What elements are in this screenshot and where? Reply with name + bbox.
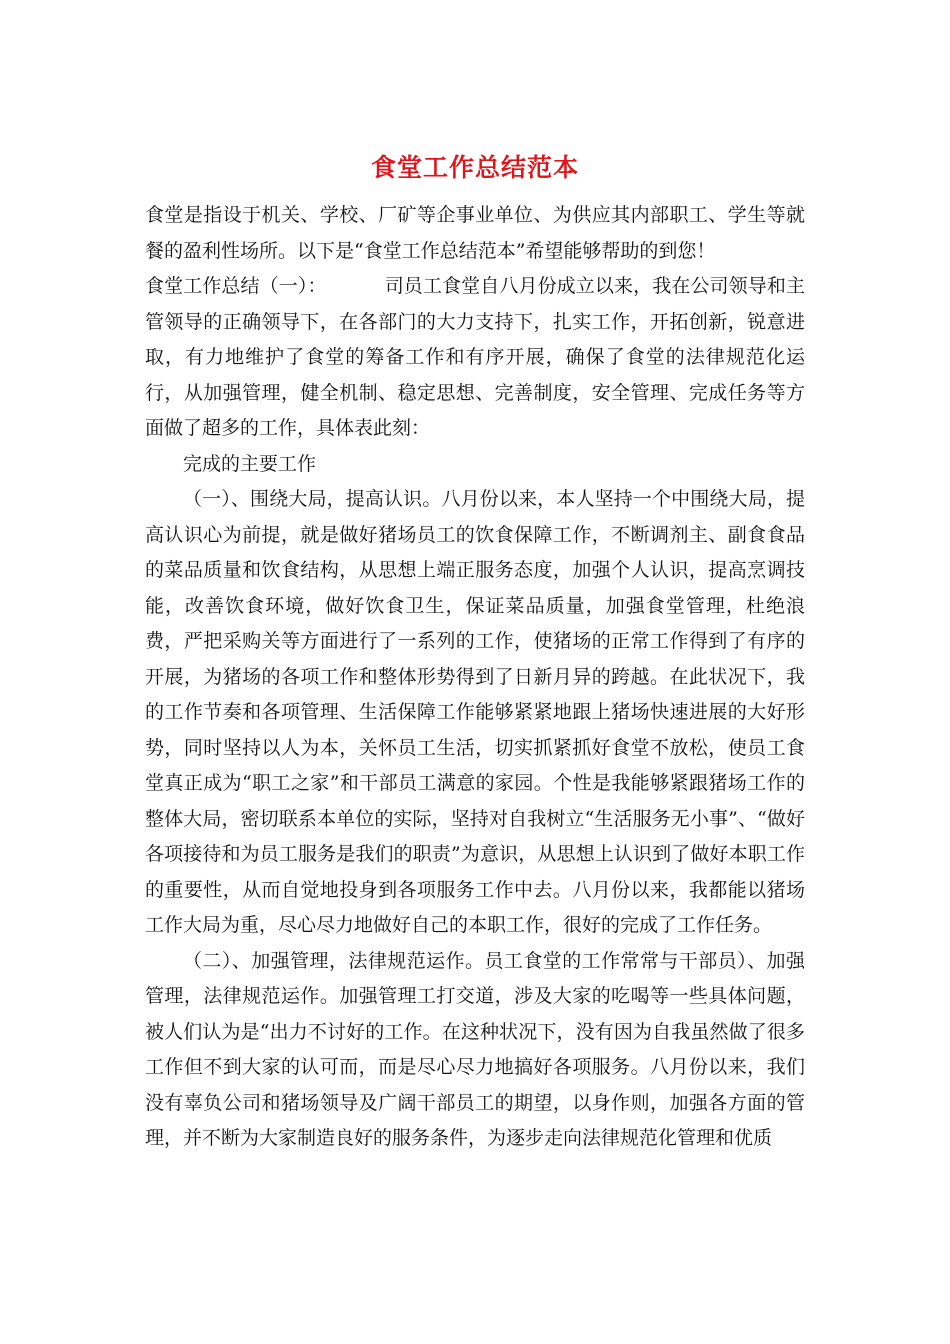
subheading: 完成的主要工作 (183, 452, 317, 475)
paragraph-1: （一）、围绕大局，提高认识。八月份以来，本人坚持一个中围绕大局，提高认识心为前提，就是做好猪场员工的饮食保障工作，不断调剂主、副食食品的菜品质量和饮食结构，从思想上端正服务态度，加强个人认识，提高烹调技能，改善饮食环境，做好饮食卫生，保证菜品质量，加强食堂管理，杜绝浪费，严把采购关等方面进行了一系列的工作，使猪场的正常工作得到了有序的开展，为猪场的各项工作和整体形势得到了日新月异的跨越。在此状况下，我的工作节奏和各项管理、生活保障工作能够紧紧地跟上猪场快速进展的大好形势，同时坚持以人为本，关怀员工生活，切实抓紧抓好食堂不放松，使员工食堂真正成为“职工之家”和干部员工满意的家园。个性是我能够紧跟猪场工作的整体大局，密切联系本单位的实际，坚持对自我树立“生活服务无小事”、“做好各项接待和为员工服务是我们的职责”为意识，从思想上认识到了做好本职工作的重要性，从而自觉地投身到各项服务工作中去。八月份以来，我都能以猪场工作大局为重，尽心尽力地做好自己的本职工作，很好的完成了工作任务。 (145, 488, 805, 936)
intro-paragraph: 食堂是指设于机关、学校、厂矿等企事业单位、为供应其内部职工、学生等就餐的盈利性场所。以下是“食堂工作总结范本”希望能够帮助的到您！ (145, 204, 805, 262)
section1-label: 食堂工作总结（一）： (145, 275, 327, 297)
document-body (145, 198, 805, 1157)
paragraph-2: （二）、加强管理，法律规范运作。员工食堂的工作常常与干部员）、加强管理，法律规范运作。加强管理工打交道，涉及大家的吃喝等一些具体问题，被人们认为是“出力不讨好的工作。在这种状况下，没有因为自我虽然做了很多工作但不到大家的认可而，而是尽心尽力地搞好各项服务。八月份以来，我们没有辜负公司和猪场领导及广阔干部员工的期望，以身作则，加强各方面的管理，并不断为大家制造良好的服务条件，为逐步走向法律规范化管理和优质 (145, 949, 805, 1149)
document-title: 食堂工作总结范本 (370, 153, 579, 182)
section1-paragraph (145, 269, 805, 447)
section1-body: 司员工食堂自八月份成立以来，我在公司领导和主管领导的正确领导下，在各部门的大力支持下，扎实工作，开拓创新，锐意进取，有力地维护了食堂的筹备工作和有序开展，确保了食堂的法律规范化运行，从加强管理，健全机制、稳定思想、完善制度，安全管理、完成任务等方面做了超多的工作，具体表此刻： (145, 275, 805, 439)
